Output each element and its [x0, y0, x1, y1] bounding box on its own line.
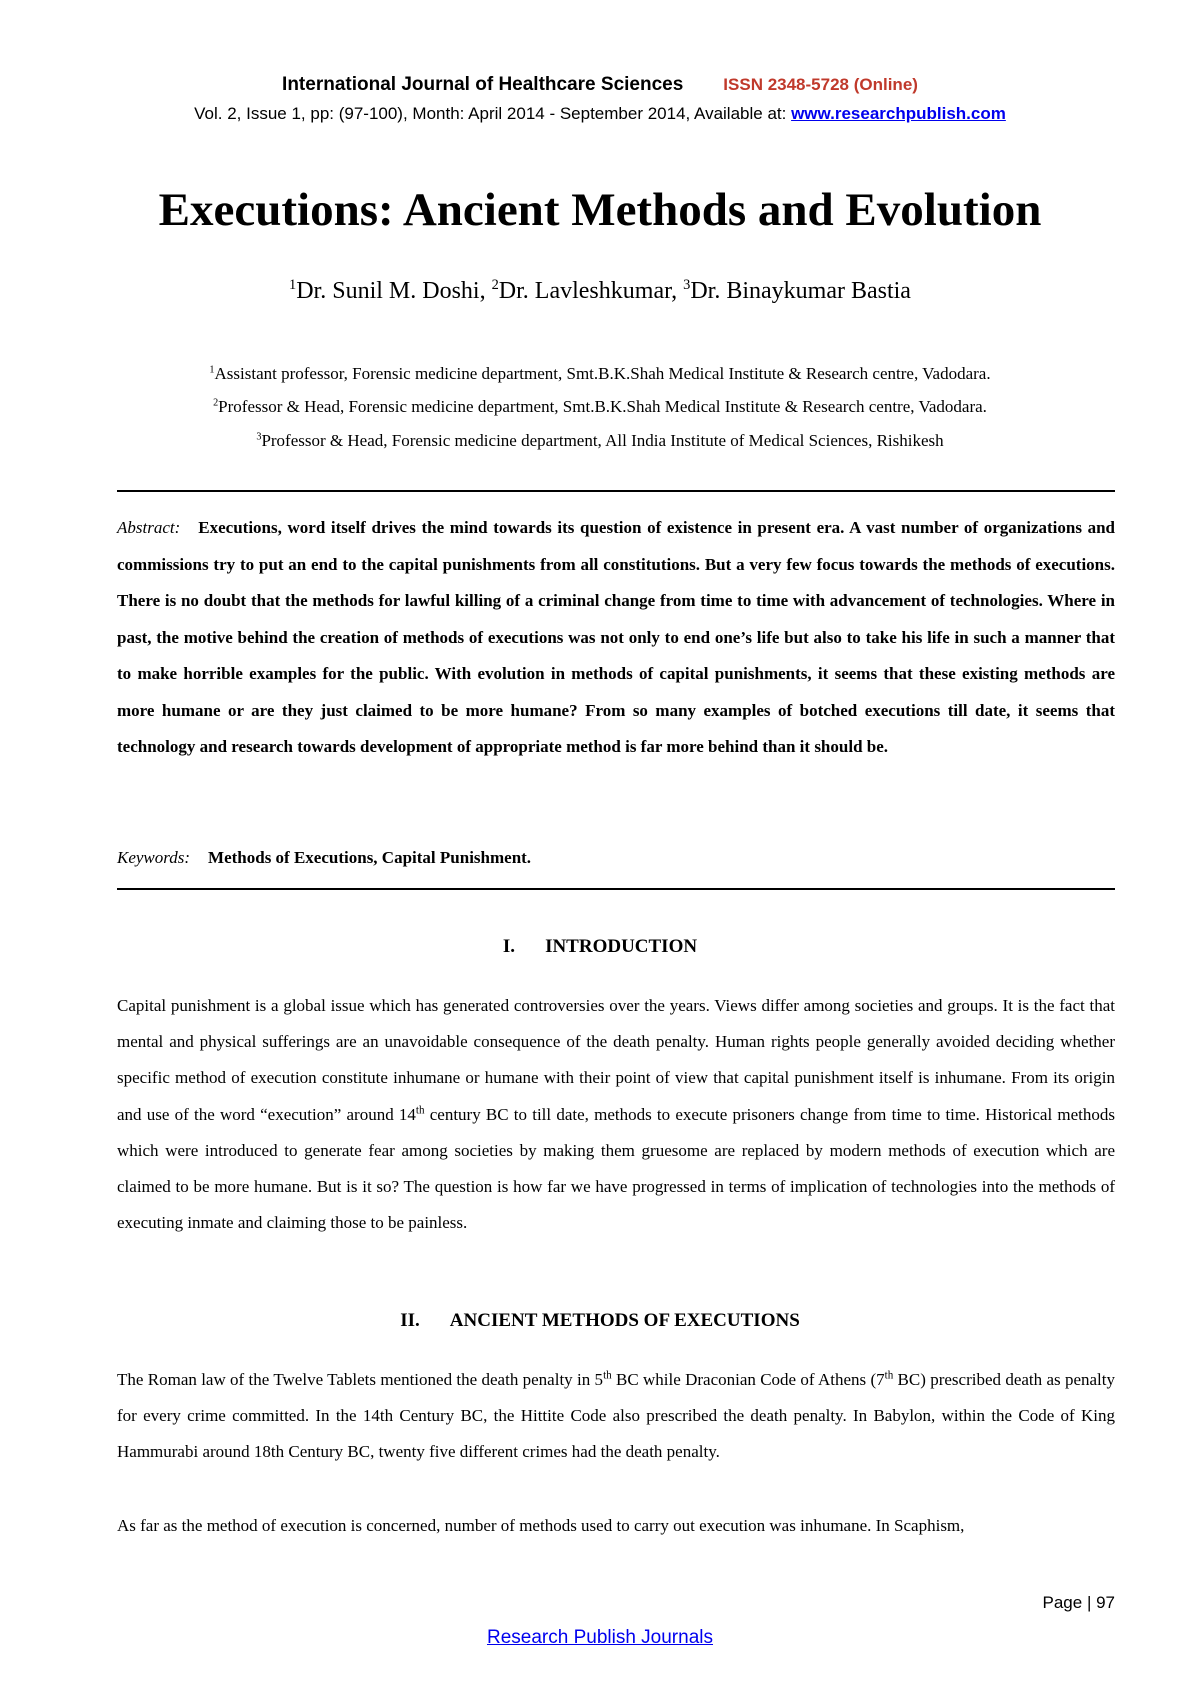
affiliation-2 — [0, 397, 1200, 417]
para-text: As far as the method of execution is concerned, number of methods used to carry out execution was inhumane. In Scaphism, — [117, 1516, 965, 1535]
abstract — [117, 510, 1115, 766]
superscript: th — [884, 1369, 894, 1382]
section-number: I. — [502, 936, 516, 957]
author-2: Dr. Lavleshkumar, — [498, 278, 684, 304]
para-text: The Roman law of the Twelve Tablets mentioned the death penalty in 5 — [117, 1370, 604, 1389]
journal-website-link[interactable]: www.researchpublish.com — [791, 104, 1006, 123]
abstract-text: Executions, word itself drives the mind towards its question of existence in present era. A vast number of organizations and commissions try to put an end to the capital punishments from all constitutions. But a very few focus towards the methods of executions. There is no doubt that the methods for lawful killing of a criminal change from time to time with advancement of technologies. Where in past, the motive behind the creation of methods of executions was not only to end one’s life but also to take his life in such a manner that to make horrible examples for the public. With evolution in methods of capital punishments, it seems that these existing methods are more humane or are they just claimed to be more humane? From so many examples of botched executions till date, it seems that technology and research towards development of appropriate method is far more behind than it should be. — [117, 518, 1115, 756]
affiliation-text: Professor & Head, Forensic medicine department, Smt.B.K.Shah Medical Institute & Research centre, Vadodara. — [218, 397, 987, 416]
issue-info — [0, 104, 1200, 124]
ancient-methods-paragraph-1 — [117, 1362, 1115, 1471]
author-sup-1: 1 — [289, 277, 297, 293]
para-text: Capital punishment is a global issue which has generated controversies over the years. Views differ among societies and groups. It is the fact that mental and physical sufferings are an unavoidable consequence of the death penalty. Human rights people generally avoided deciding whether specific method of execution constitute inhumane or humane with their point of view that capital punishment itself is inhumane. From its origin and use of the word “execution” around 14 — [117, 996, 1115, 1124]
affiliation-text: Professor & Head, Forensic medicine department, All India Institute of Medical Sciences, Rishikesh — [261, 431, 944, 450]
divider-bottom — [117, 888, 1115, 890]
publisher-link[interactable]: Research Publish Journals — [486, 1627, 713, 1648]
introduction-paragraph — [117, 988, 1115, 1241]
para-text: BC while Draconian Code of Athens (7 — [611, 1370, 885, 1389]
keywords-label: Keywords: — [117, 848, 191, 867]
superscript: th — [603, 1369, 612, 1382]
affiliation-text: Assistant professor, Forensic medicine department, Smt.B.K.Shah Medical Institute & Research centre, Vadodara. — [214, 364, 991, 383]
affiliation-3 — [0, 431, 1200, 451]
issn-label: ISSN 2348-5728 (Online) — [723, 75, 918, 94]
keywords — [117, 848, 1115, 868]
divider-top — [117, 490, 1115, 492]
issue-details: Vol. 2, Issue 1, pp: (97-100), Month: April 2014 - September 2014, Available at: — [194, 104, 792, 123]
para-text: BC) prescribed death as penalty for every crime committed. In the 14th Century BC, the Hittite Code also prescribed the death penalty. In Babylon, within the Code of King Hammurabi around 18th Century BC, twenty five different crimes had the death penalty. — [117, 1370, 1115, 1462]
affiliation-sup: 2 — [213, 397, 219, 409]
affiliation-sup: 1 — [209, 364, 215, 376]
author-sup-3: 3 — [683, 277, 691, 293]
section-number: II. — [400, 1310, 420, 1331]
paper-title: Executions: Ancient Methods and Evolution — [158, 184, 1042, 236]
abstract-label: Abstract: — [117, 518, 181, 537]
superscript: th — [415, 1103, 425, 1116]
section-heading-ancient-methods — [0, 1310, 1200, 1332]
section-title: ANCIENT METHODS OF EXECUTIONS — [449, 1310, 800, 1331]
keywords-text: Methods of Executions, Capital Punishment. — [208, 848, 532, 867]
author-1: Dr. Sunil M. Doshi, — [296, 278, 492, 304]
author-list — [0, 278, 1200, 305]
ancient-methods-paragraph-2 — [117, 1508, 1115, 1544]
affiliation-sup: 3 — [256, 431, 262, 443]
journal-name: International Journal of Healthcare Sciences — [282, 74, 684, 95]
para-text: century BC to till date, methods to execute prisoners change from time to time. Historical methods which were introduced to generate fear among societies by making them gruesome are replaced by modern methods of execution which are claimed to be more humane. But is it so? The question is how far we have progressed in terms of implication of technologies into the methods of executing inmate and claiming those to be painless. — [117, 1104, 1115, 1233]
journal-header — [0, 74, 1200, 96]
page-number: Page | 97 — [1042, 1593, 1115, 1612]
section-title: INTRODUCTION — [545, 936, 698, 957]
affiliation-1 — [0, 364, 1200, 384]
author-sup-2: 2 — [491, 277, 499, 293]
author-3: Dr. Binaykumar Bastia — [690, 278, 911, 304]
section-heading-introduction — [0, 936, 1200, 958]
